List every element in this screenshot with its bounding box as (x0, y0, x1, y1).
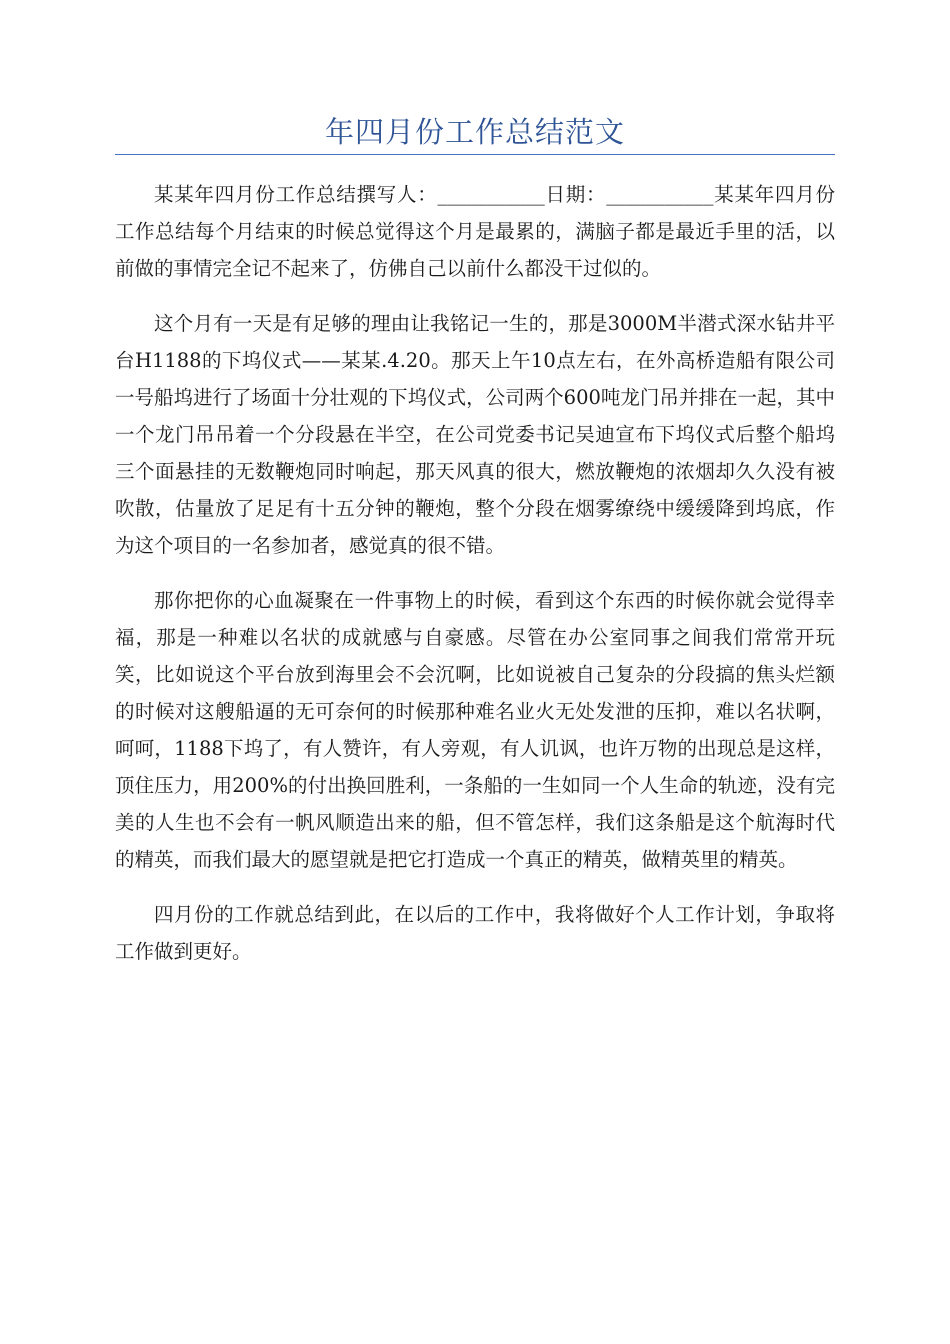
document-body (115, 176, 835, 988)
paragraph-2: 这个月有一天是有足够的理由让我铭记一生的，那是3000M半潜式深水钻井平台H1188的下坞仪式——某某.4.20。那天上午10点左右，在外高桥造船有限公司一号船坞进行了场面十分壮观的下坞仪式，公司两个600吨龙门吊并排在一起，其中一个龙门吊吊着一个分段悬在半空，在公司党委书记吴迪宣布下坞仪式后整个船坞三个面悬挂的无数鞭炮同时响起，那天风真的很大，燃放鞭炮的浓烟却久久没有被吹散，估量放了足足有十五分钟的鞭炮，整个分段在烟雾缭绕中缓缓降到坞底，作为这个项目的一名参加者，感觉真的很不错。 (115, 312, 835, 557)
paragraph-3: 那你把你的心血凝聚在一件事物上的时候，看到这个东西的时候你就会觉得幸福，那是一种难以名状的成就感与自豪感。尽管在办公室同事之间我们常常开玩笑，比如说这个平台放到海里会不会沉啊，比如说被自己复杂的分段搞的焦头烂额的时候对这艘船逼的无可奈何的时候那种难名业火无处发泄的压抑，难以名状啊，呵呵，1188下坞了，有人赞许，有人旁观，有人讥讽，也许万物的出现总是这样，顶住压力，用200%的付出换回胜利，一条船的一生如同一个人生命的轨迹，没有完美的人生也不会有一帆风顺造出来的船，但不管怎样，我们这条船是这个航海时代的精英，而我们最大的愿望就是把它打造成一个真正的精英，做精英里的精英。 (115, 589, 835, 871)
title-underline (115, 154, 835, 155)
paragraph-1: 某某年四月份工作总结撰写人：___________日期：___________某某年四月份工作总结每个月结束的时候总觉得这个月是最累的，满脑子都是最近手里的活，以前做的事情完全记不起来了，仿佛自己以前什么都没干过似的。 (115, 183, 835, 280)
paragraph-4: 四月份的工作就总结到此，在以后的工作中，我将做好个人工作计划，争取将工作做到更好。 (115, 903, 835, 963)
document-title: 年四月份工作总结范文 (324, 115, 625, 149)
